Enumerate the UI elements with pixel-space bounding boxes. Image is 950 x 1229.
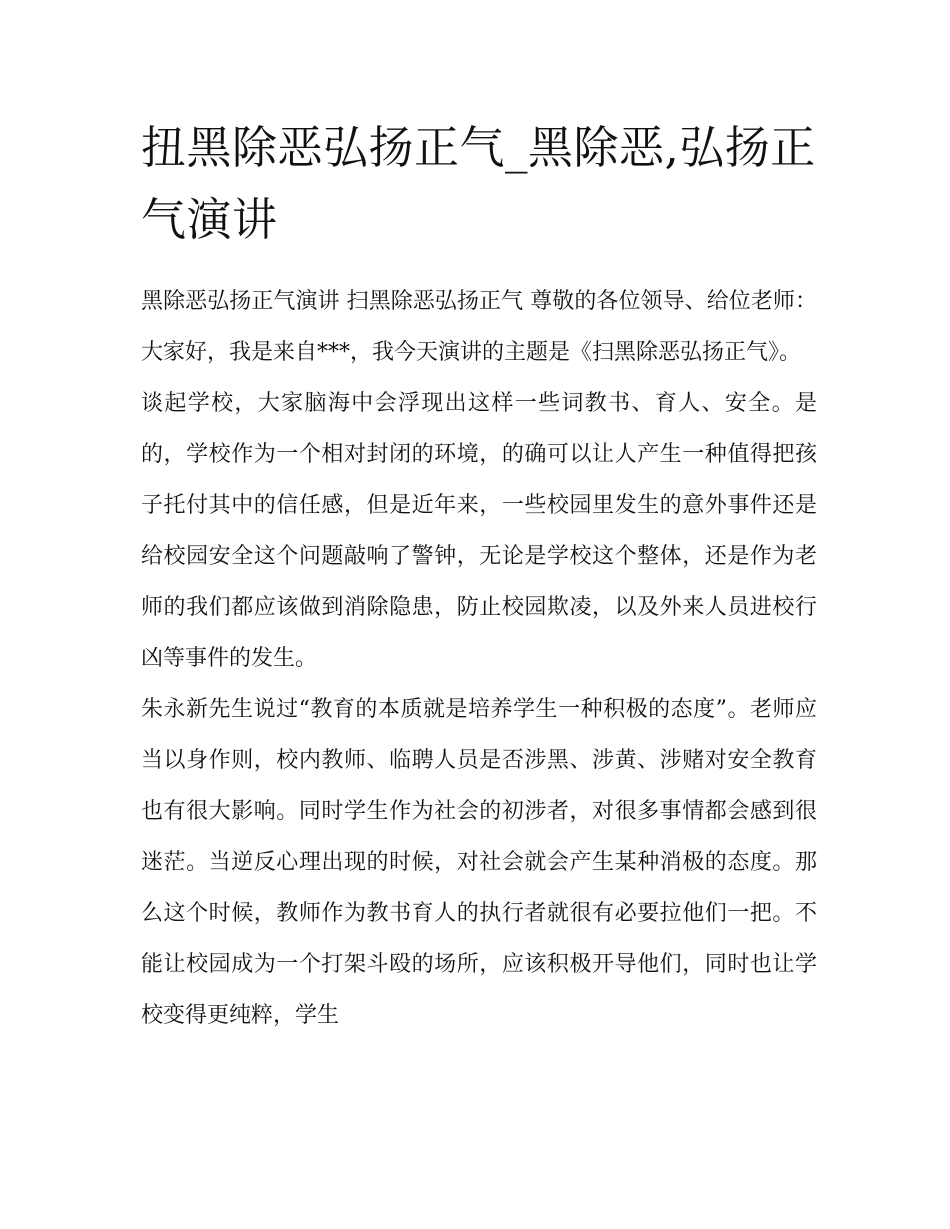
document-title: 扭黑除恶弘扬正气_黑除恶,弘扬正气演讲 (141, 121, 816, 246)
paragraph-education-attitude: 朱永新先生说过“教育的本质就是培养学生一种积极的态度”。老师应当以身作则，校内教师、临聘人员是否涉黑、涉黄、涉赌对安全教育也有很大影响。同时学生作为社会的初涉者，对很多事情都会感到很迷茫。当逆反心理出现的时候，对社会就会产生某种消极的态度。那么这个时候，教师作为教书育人的执行者就很有必要拉他们一把。不能让校园成为一个打架斗殴的场所，应该积极开导他们，同时也让学校变得更纯粹，学生 (141, 697, 817, 1028)
paragraph-school-safety: 谈起学校，大家脑海中会浮现出这样一些词教书、育人、安全。是的，学校作为一个相对封闭的环境，的确可以让人产生一种值得把孩子托付其中的信任感，但是近年来，一些校园里发生的意外事件还是给校园安全这个问题敲响了警钟，无论是学校这个整体，还是作为老师的我们都应该做到消除隐患，防止校园欺凌，以及外来人员进校行凶等事件的发生。 (141, 391, 817, 671)
document-body (141, 276, 817, 1041)
paragraph-intro: 黑除恶弘扬正气演讲 扫黑除恶弘扬正气 尊敬的各位领导、给位老师： 大家好，我是来自***，我今天演讲的主题是《扫黑除恶弘扬正气》。 (141, 289, 817, 365)
document-content (141, 112, 817, 1041)
